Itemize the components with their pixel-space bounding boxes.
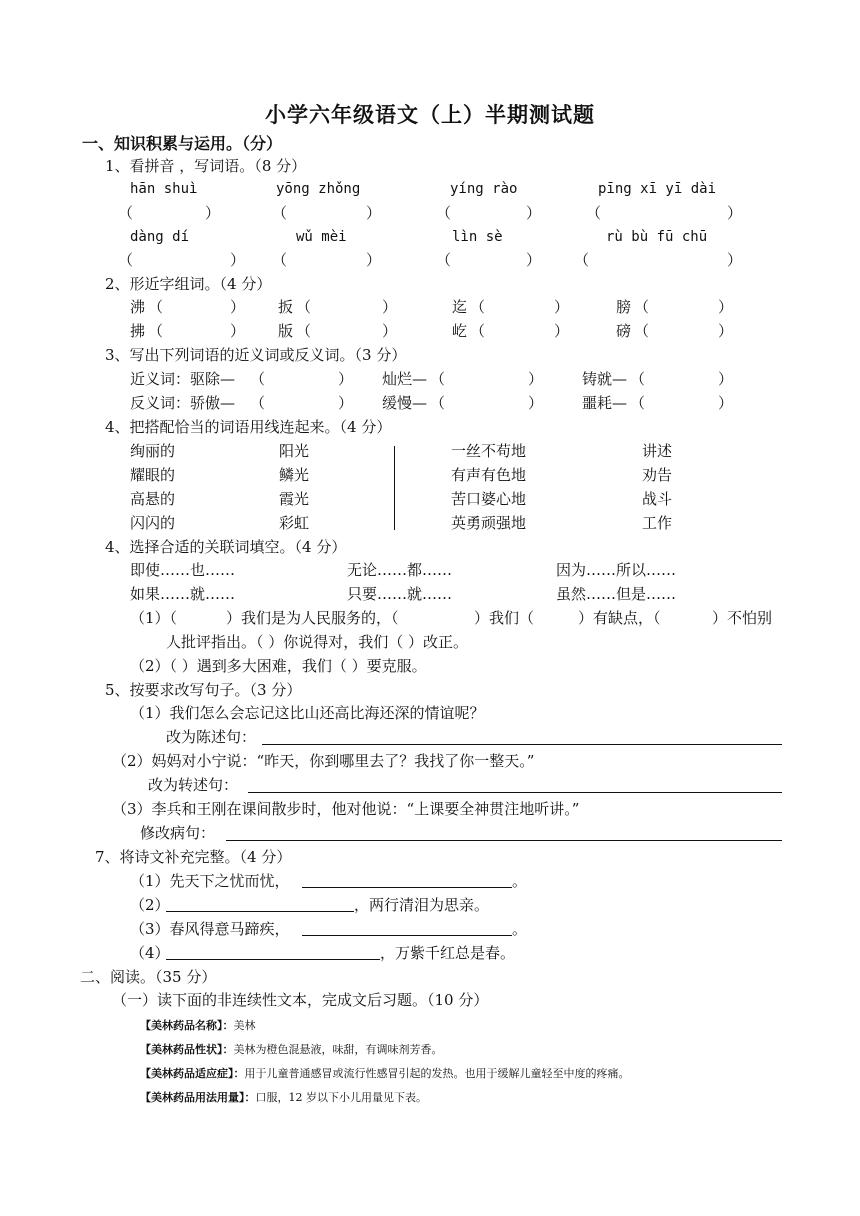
char-item: 屹 — [452, 322, 468, 340]
pinyin: yōng zhǒng — [276, 181, 361, 197]
answer-bracket[interactable]: （ — [272, 204, 288, 222]
answer-bracket[interactable]: （ — [436, 204, 452, 222]
section2-heading: 二、阅读。（35 分） — [80, 968, 217, 986]
answer-bracket[interactable]: ） — [727, 251, 743, 269]
char-item: 迄 — [452, 298, 468, 316]
answer-bracket[interactable]: ） — [366, 251, 382, 269]
poem-line: 。 — [512, 920, 528, 938]
answer-bracket[interactable]: （ — [470, 322, 486, 340]
poem-line: ，万紫千红总是春。 — [380, 944, 516, 962]
conjunction-option: 因为……所以…… — [556, 561, 677, 579]
poem-line: （2） — [130, 896, 170, 914]
poem-line: （4） — [130, 944, 170, 962]
answer-bracket[interactable]: （ — [250, 370, 266, 388]
match-item[interactable]: 耀眼的 — [130, 466, 176, 484]
conjunction-option: 如果……就…… — [130, 585, 236, 603]
answer-bracket[interactable]: （ — [118, 204, 134, 222]
match-item[interactable]: 战斗 — [642, 490, 673, 508]
answer-bracket[interactable]: （ — [272, 251, 288, 269]
section1-heading: 一、知识积累与运用。（分） — [82, 134, 283, 153]
answer-bracket[interactable]: （ — [630, 394, 646, 412]
pinyin: pīng xī yī dài — [598, 181, 717, 197]
info-key: 【美林药品用法用量】： — [140, 1091, 256, 1104]
answer-line[interactable] — [226, 840, 782, 841]
q6-label: 5、按要求改写句子。（3 分） — [105, 681, 302, 699]
q4-label: 4、把搭配恰当的词语用线连起来。（4 分） — [105, 418, 392, 436]
q2-label: 2、形近字组词。（4 分） — [105, 275, 272, 293]
q6-sentence1: （1）我们怎么会忘记这比山还高比海还深的情谊呢？ — [130, 704, 485, 722]
answer-line[interactable] — [248, 792, 782, 793]
answer-bracket[interactable]: ） — [230, 322, 246, 340]
answer-bracket[interactable]: ） — [718, 370, 734, 388]
answer-bracket[interactable]: （ — [634, 322, 650, 340]
answer-bracket[interactable]: （ — [634, 298, 650, 316]
answer-bracket[interactable]: （ — [630, 370, 646, 388]
answer-line[interactable] — [166, 911, 354, 912]
info-value: 美林 — [233, 1019, 256, 1032]
word-item: 灿烂— — [382, 370, 428, 388]
q5-label: 4、选择合适的关联词填空。（4 分） — [105, 538, 347, 556]
answer-bracket[interactable]: ） — [230, 298, 246, 316]
drug-info-row — [140, 1020, 256, 1031]
match-item[interactable]: 鳞光 — [279, 466, 310, 484]
match-item[interactable]: 讲述 — [642, 442, 673, 460]
pinyin: rù bù fū chū — [606, 229, 708, 245]
char-item: 膀 — [616, 298, 632, 316]
q5-sentence2: （2）（ ）遇到多大困难，我们（ ）要克服。 — [130, 657, 427, 675]
answer-bracket[interactable]: （ — [118, 251, 134, 269]
match-item[interactable]: 绚丽的 — [130, 442, 176, 460]
q5-sentence1: ）我们（ — [474, 609, 535, 627]
pinyin: lìn sè — [452, 229, 503, 245]
match-item[interactable]: 工作 — [642, 514, 673, 532]
q6-task1: 改为陈述句： — [166, 728, 257, 746]
answer-bracket[interactable]: （ — [436, 251, 452, 269]
match-item[interactable]: 闪闪的 — [130, 514, 176, 532]
info-key: 【美林药品名称】： — [140, 1019, 234, 1032]
answer-bracket[interactable]: ） — [528, 394, 544, 412]
info-key: 【美林药品适应症】： — [140, 1067, 245, 1080]
char-item: 扳 — [278, 298, 294, 316]
char-item: 拂 — [130, 322, 146, 340]
match-item[interactable]: 高悬的 — [130, 490, 176, 508]
answer-bracket[interactable]: （ — [430, 370, 446, 388]
answer-line[interactable] — [262, 744, 782, 745]
answer-bracket[interactable]: ） — [718, 298, 734, 316]
q1-label: 1、看拼音 ，写词语。（8 分） — [105, 157, 307, 175]
q7-label: 7、将诗文补充完整。（4 分） — [95, 848, 292, 866]
answer-bracket[interactable]: ） — [526, 204, 542, 222]
q5-sentence1: ）有缺点，（ — [578, 609, 661, 627]
pinyin: dàng dí — [130, 229, 190, 245]
char-item: 版 — [278, 322, 294, 340]
match-item[interactable]: 霞光 — [279, 490, 310, 508]
conjunction-option: 即使……也…… — [130, 561, 236, 579]
conjunction-option: 虽然……但是…… — [556, 585, 677, 603]
answer-bracket[interactable]: ） — [230, 251, 246, 269]
answer-bracket[interactable]: （ — [148, 298, 164, 316]
answer-bracket[interactable]: ） — [338, 370, 354, 388]
char-item: 磅 — [616, 322, 632, 340]
answer-bracket[interactable]: （ — [148, 322, 164, 340]
answer-bracket[interactable]: ） — [338, 394, 354, 412]
match-item[interactable]: 劝告 — [642, 466, 673, 484]
answer-bracket[interactable]: （ — [586, 204, 602, 222]
drug-info-row — [140, 1044, 443, 1055]
answer-bracket[interactable]: ） — [528, 370, 544, 388]
answer-bracket[interactable]: ） — [727, 204, 743, 222]
drug-info-row — [140, 1092, 427, 1103]
q6-task2: 改为转述句： — [148, 776, 239, 794]
answer-bracket[interactable]: ） — [554, 298, 570, 316]
info-value: 美林为橙色混悬液，味甜，有调味剂芳香。 — [233, 1043, 443, 1056]
answer-bracket[interactable]: （ — [470, 298, 486, 316]
match-item[interactable]: 彩虹 — [279, 514, 310, 532]
answer-line[interactable] — [302, 935, 512, 936]
match-item[interactable]: 阳光 — [279, 442, 310, 460]
q6-sentence3: （3）李兵和王刚在课间散步时，他对他说：“上课要全神贯注地听讲。” — [112, 800, 580, 818]
answer-bracket[interactable]: ） — [382, 322, 398, 340]
char-item: 沸 — [130, 298, 146, 316]
answer-bracket[interactable]: ） — [554, 322, 570, 340]
page-title: 小学六年级语文（上）半期测试题 — [265, 102, 595, 127]
poem-line: 。 — [512, 872, 528, 890]
info-value: 口服，12 岁以下小儿用量见下表。 — [255, 1091, 427, 1104]
q5-sentence1-cont: 人批评指出。（ ）你说得对，我们（ ）改正。 — [166, 633, 469, 651]
answer-bracket[interactable]: ） — [718, 322, 734, 340]
answer-bracket[interactable]: ） — [205, 204, 221, 222]
poem-line: ，两行清泪为思亲。 — [354, 896, 490, 914]
word-item: 噩耗— — [582, 394, 628, 412]
word-item: 反义词：骄傲— — [130, 394, 236, 412]
answer-bracket[interactable]: ） — [718, 394, 734, 412]
answer-bracket[interactable]: ） — [526, 251, 542, 269]
answer-bracket[interactable]: ） — [382, 298, 398, 316]
word-item: 铸就— — [582, 370, 628, 388]
poem-line: （1）先天下之忧而忧， — [130, 872, 290, 890]
answer-bracket[interactable]: （ — [574, 251, 590, 269]
answer-bracket[interactable]: （ — [296, 298, 312, 316]
q3-label: 3、写出下列词语的近义词或反义词。（3 分） — [105, 346, 407, 364]
divider — [394, 446, 395, 530]
info-value: 用于儿童普通感冒或流行性感冒引起的发热。也用于缓解儿童轻至中度的疼痛。 — [244, 1067, 630, 1080]
word-item: 缓慢— — [382, 394, 428, 412]
conjunction-option: 只要……就…… — [347, 585, 453, 603]
answer-bracket[interactable]: （ — [430, 394, 446, 412]
poem-line: （3）春风得意马蹄疾， — [130, 920, 290, 938]
q5-sentence1: ）我们是为人民服务的，（ — [226, 609, 399, 627]
pinyin: hān shuì — [130, 181, 198, 197]
match-item[interactable]: 苦口婆心地 — [451, 490, 527, 508]
q5-sentence1: ）不怕别 — [712, 609, 773, 627]
match-item[interactable]: 英勇顽强地 — [451, 514, 527, 532]
pinyin: wǔ mèi — [296, 229, 347, 245]
drug-info-row — [140, 1068, 630, 1079]
pinyin: yíng rào — [450, 181, 518, 197]
conjunction-option: 无论……都…… — [347, 561, 453, 579]
match-item[interactable]: 有声有色地 — [451, 466, 527, 484]
word-item: 近义词：驱除— — [130, 370, 236, 388]
answer-line[interactable] — [166, 959, 380, 960]
answer-bracket[interactable]: （ — [250, 394, 266, 412]
q5-sentence1: （1）（ — [130, 609, 178, 627]
info-key: 【美林药品性状】： — [140, 1043, 234, 1056]
match-item[interactable]: 一丝不苟地 — [451, 442, 527, 460]
section2-subheading: （一）读下面的非连续性文本，完成文后习题。（10 分） — [112, 991, 489, 1009]
answer-bracket[interactable]: ） — [366, 204, 382, 222]
answer-bracket[interactable]: （ — [296, 322, 312, 340]
q6-sentence2: （2）妈妈对小宁说：“昨天，你到哪里去了？我找了你一整天。” — [112, 752, 535, 770]
q6-task3: 修改病句： — [140, 824, 216, 842]
answer-line[interactable] — [302, 887, 512, 888]
